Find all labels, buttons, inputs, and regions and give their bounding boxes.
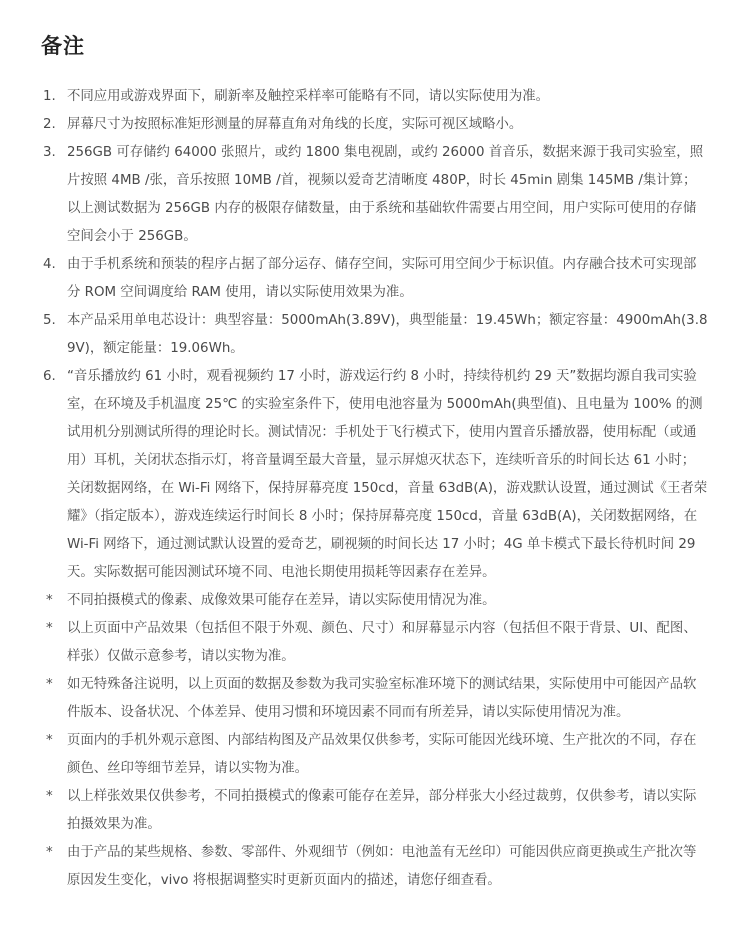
note-item [0, 111, 750, 139]
note-number: 6. [43, 369, 56, 384]
note-text: 如无特殊备注说明，以上页面的数据及参数为我司实验室标准环境下的测试结果，实际使用中可能因产品软件版本、设备状况、个体差异、使用习惯和环境因素不同而有所差异，请以实际使用情况为准。 [67, 677, 697, 720]
note-number: 5. [43, 313, 56, 328]
note-item [0, 307, 750, 363]
note-number: 4. [43, 257, 56, 272]
note-text: 页面内的手机外观示意图、内部结构图及产品效果仅供参考，实际可能因光线环境、生产批次的不同，存在颜色、丝印等细节差异，请以实物为准。 [67, 733, 697, 776]
note-item [0, 587, 750, 615]
note-text: 不同应用或游戏界面下，刷新率及触控采样率可能略有不同，请以实际使用为准。 [67, 89, 550, 104]
note-bullet: * [46, 733, 53, 748]
notes-list [0, 83, 750, 895]
note-text: “音乐播放约 61 小时，观看视频约 17 小时，游戏运行约 8 小时，持续待机约 29 天”数据均源自我司实验室，在环境及手机温度 25℃ 的实验室条件下，使用电池容量为 5000mAh(典型值)、且电量为 100% 的测试用机分别测试所得的理论时长。测试情况：手机处于飞行模式下，使用内置音乐播放器，使用标配（或通用）耳机，关闭状态指示灯，将音量调至最大音量，显示屏熄灭状态下，连续听音乐的时间长达 61 小时；关闭数据网络，在 Wi-Fi 网络下，保持屏幕亮度 150cd，音量 63dB(A)，游戏默认设置，通过测试《王者荣耀》（指定版本），游戏连续运行时间长 8 小时；保持屏幕亮度 150cd，音量 63dB(A)，关闭数据网络，在 Wi-Fi 网络下，通过测试默认设置的爱奇艺，刷视频的时间长达 17 小时；4G 单卡模式下最长待机时间 29 天。实际数据可能因测试环境不同、电池长期使用损耗等因素存在差异。 [67, 369, 708, 580]
note-text: 屏幕尺寸为按照标准矩形测量的屏幕直角对角线的长度，实际可视区域略小。 [67, 117, 523, 132]
note-text: 本产品采用单电芯设计：典型容量：5000mAh(3.89V)，典型能量：19.45Wh；额定容量：4900mAh(3.89V)，额定能量：19.06Wh。 [67, 313, 708, 356]
note-text: 由于手机系统和预装的程序占据了部分运存、储存空间，实际可用空间少于标识值。内存融合技术可实现部分 ROM 空间调度给 RAM 使用，请以实际使用效果为准。 [67, 257, 697, 300]
note-item [0, 83, 750, 111]
note-text: 由于产品的某些规格、参数、零部件、外观细节（例如：电池盖有无丝印）可能因供应商更换或生产批次等原因发生变化，vivo 将根据调整实时更新页面内的描述，请您仔细查看。 [67, 845, 697, 888]
note-bullet: * [46, 621, 53, 636]
note-text: 以上样张效果仅供参考，不同拍摄模式的像素可能存在差异，部分样张大小经过裁剪，仅供参考，请以实际拍摄效果为准。 [67, 789, 697, 832]
note-item [0, 363, 750, 587]
note-bullet: * [46, 677, 53, 692]
page-title: 备注 [41, 34, 85, 58]
note-number: 1. [43, 89, 56, 104]
note-number: 2. [43, 117, 56, 132]
note-item [0, 671, 750, 727]
note-item [0, 139, 750, 251]
note-item [0, 615, 750, 671]
note-item [0, 727, 750, 783]
note-bullet: * [46, 593, 53, 608]
note-bullet: * [46, 789, 53, 804]
note-bullet: * [46, 845, 53, 860]
note-text: 不同拍摄模式的像素、成像效果可能存在差异，请以实际使用情况为准。 [67, 593, 496, 608]
note-number: 3. [43, 145, 56, 160]
note-item [0, 839, 750, 895]
note-item [0, 783, 750, 839]
note-item [0, 251, 750, 307]
note-text: 以上页面中产品效果（包括但不限于外观、颜色、尺寸）和屏幕显示内容（包括但不限于背景、UI、配图、样张）仅做示意参考，请以实物为准。 [67, 621, 697, 664]
note-text: 256GB 可存储约 64000 张照片，或约 1800 集电视剧，或约 26000 首音乐，数据来源于我司实验室，照片按照 4MB /张，音乐按照 10MB /首，视频以爱奇艺清晰度 480P，时长 45min 剧集 145MB /集计算；以上测试数据为 256GB 内存的极限存储数量，由于系统和基础软件需要占用空间，用户实际可使用的存储空间会小于 256GB。 [67, 145, 704, 244]
